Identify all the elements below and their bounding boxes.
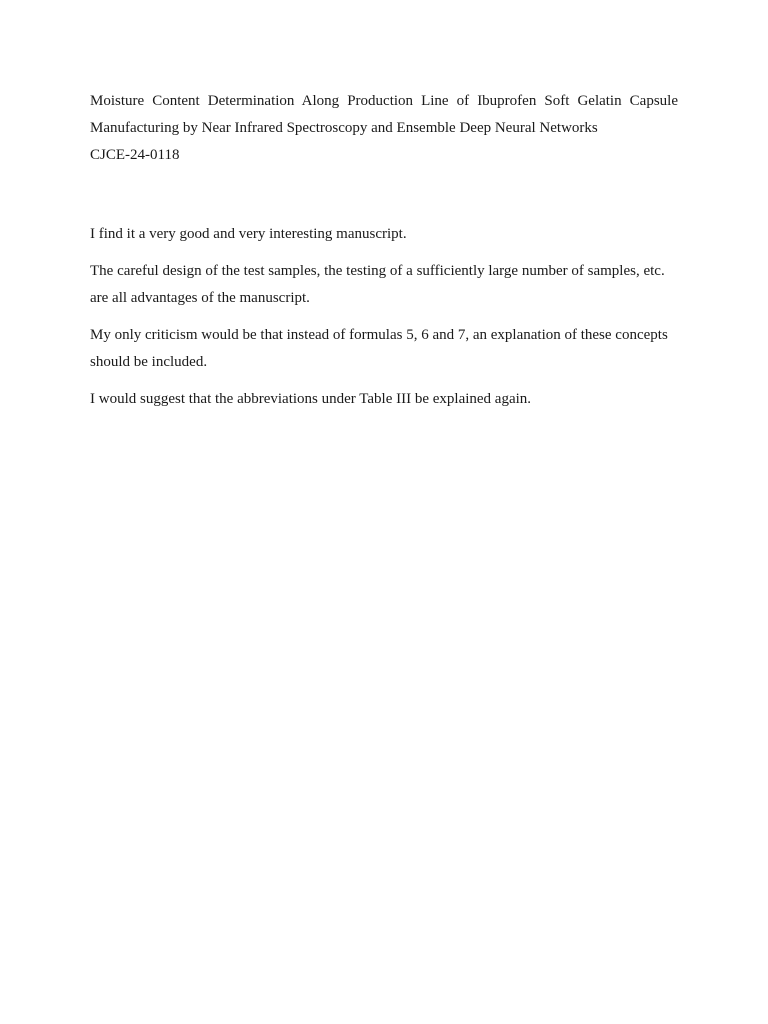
review-paragraph: I find it a very good and very interesting manuscript. <box>90 226 407 242</box>
review-body <box>90 221 678 413</box>
review-paragraph: My only criticism would be that instead of formulas 5, 6 and 7, an explanation of these concepts should be included. <box>90 327 668 370</box>
manuscript-id: CJCE-24-0118 <box>90 147 180 163</box>
manuscript-title: Moisture Content Determination Along Production Line of Ibuprofen Soft Gelatin Capsule Manufacturing by Near Infrared Spectroscopy and Ensemble Deep Neural Networks <box>90 93 678 136</box>
review-paragraph: The careful design of the test samples, the testing of a sufficiently large number of samples, etc. are all advantages of the manuscript. <box>90 263 665 306</box>
document-page <box>90 88 678 423</box>
review-paragraph: I would suggest that the abbreviations under Table III be explained again. <box>90 391 532 407</box>
